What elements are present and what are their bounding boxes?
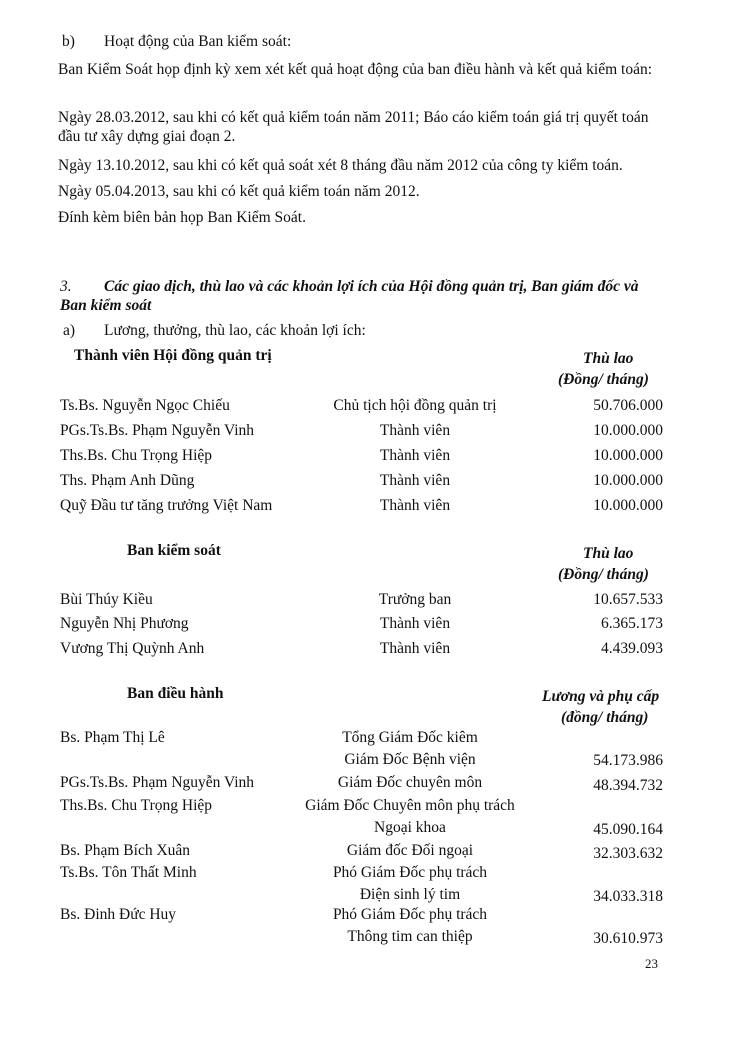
executive-row-amount: 45.090.164 xyxy=(593,821,663,838)
executive-row-name: PGs.Ts.Bs. Phạm Nguyễn Vinh xyxy=(60,774,255,791)
supervisory-row-role: Thành viên xyxy=(379,615,451,632)
executive-row-amount: 34.033.318 xyxy=(593,888,663,905)
paragraph: Ngày 05.04.2013, sau khi có kết quả kiểm toán năm 2012. xyxy=(58,183,420,200)
board-row-amount: 50.706.000 xyxy=(593,397,663,414)
section-b-heading: Hoạt động của Ban kiểm soát: xyxy=(104,33,292,50)
executive-row-role: Phó Giám Đốc phụ trách xyxy=(332,906,488,923)
supervisory-row-name: Nguyễn Nhị Phương xyxy=(60,615,189,632)
executive-row-name: Ts.Bs. Tôn Thất Minh xyxy=(60,864,197,881)
board-row-name: Ths. Phạm Anh Dũng xyxy=(60,472,195,489)
sub-a-text: Lương, thưởng, thù lao, các khoản lợi ích: xyxy=(104,322,366,339)
supervisory-row-name: Bùi Thúy Kiều xyxy=(60,591,153,608)
sub-a-marker: a) xyxy=(63,322,76,339)
executive-row-role-cont: Điện sinh lý tim xyxy=(359,886,461,903)
board-row-amount: 10.000.000 xyxy=(593,497,663,514)
supervisory-row-amount: 10.657.533 xyxy=(593,591,663,608)
board-amount-unit: (Đồng/ tháng) xyxy=(558,371,649,388)
supervisory-amount-header: Thù lao xyxy=(583,545,634,562)
paragraph: Ngày 28.03.2012, sau khi có kết quả kiểm toán năm 2011; Báo cáo kiểm toán giá trị quyết toán đầu tư xây dựng giai đoạn 2. xyxy=(58,109,649,145)
board-title: Thành viên Hội đồng quản trị xyxy=(74,347,272,364)
section-3-number: 3. xyxy=(60,278,72,295)
executive-row-name: Ths.Bs. Chu Trọng Hiệp xyxy=(60,797,213,814)
board-row-role: Thành viên xyxy=(379,447,451,464)
supervisory-row-amount: 4.439.093 xyxy=(601,640,663,657)
executive-title: Ban điều hành xyxy=(127,685,224,702)
executive-amount-header: Lương và phụ cấp xyxy=(542,688,660,705)
board-row-name: Ts.Bs. Nguyễn Ngọc Chiếu xyxy=(60,397,230,414)
paragraph: Ban Kiểm Soát họp định kỳ xem xét kết quả hoạt động của ban điều hành và kết quả kiểm toán: xyxy=(58,61,653,78)
supervisory-row-role: Trưởng ban xyxy=(378,591,452,608)
board-row-name: PGs.Ts.Bs. Phạm Nguyễn Vinh xyxy=(60,422,255,439)
supervisory-amount-unit: (Đồng/ tháng) xyxy=(558,566,649,583)
executive-row-name: Bs. Đinh Đức Huy xyxy=(60,906,177,923)
board-row-name: Quỹ Đầu tư tăng trưởng Việt Nam xyxy=(60,497,273,514)
executive-amount-unit: (đồng/ tháng) xyxy=(561,709,649,726)
section-b-marker: b) xyxy=(62,33,75,50)
board-row-role: Thành viên xyxy=(379,472,451,489)
board-row-amount: 10.000.000 xyxy=(593,472,663,489)
board-row-role: Chủ tịch hội đồng quản trị xyxy=(333,397,497,414)
board-row-amount: 10.000.000 xyxy=(593,447,663,464)
board-row-name: Ths.Bs. Chu Trọng Hiệp xyxy=(60,447,213,464)
executive-row-name: Bs. Phạm Bích Xuân xyxy=(60,842,191,859)
paragraph: Đính kèm biên bản họp Ban Kiểm Soát. xyxy=(58,209,306,226)
board-row-role: Thành viên xyxy=(379,422,451,439)
page-number: 23 xyxy=(645,956,658,971)
executive-row-role: Tổng Giám Đốc kiêm xyxy=(342,729,478,746)
executive-row-role: Phó Giám Đốc phụ trách xyxy=(332,864,488,881)
executive-row-amount: 54.173.986 xyxy=(593,752,663,769)
paragraph: Ngày 13.10.2012, sau khi có kết quả soát xét 8 tháng đầu năm 2012 của công ty kiểm toán. xyxy=(58,157,623,174)
executive-row-role-cont: Ngoại khoa xyxy=(374,819,446,836)
section-3-title: Các giao dịch, thù lao và các khoản lợi ích của Hội đồng quản trị, Ban giám đốc và xyxy=(104,278,639,295)
executive-row-amount: 48.394.732 xyxy=(593,777,663,794)
executive-row-role: Giám Đốc chuyên môn xyxy=(337,774,483,791)
section-3-title-cont: Ban kiểm soát xyxy=(60,297,152,314)
board-row-role: Thành viên xyxy=(379,497,451,514)
board-amount-header: Thù lao xyxy=(583,350,634,367)
executive-row-role-cont: Giám Đốc Bệnh viện xyxy=(344,751,476,768)
board-row-amount: 10.000.000 xyxy=(593,422,663,439)
supervisory-row-role: Thành viên xyxy=(379,640,451,657)
executive-row-role: Giám đốc Đối ngoại xyxy=(346,842,474,859)
supervisory-row-name: Vương Thị Quỳnh Anh xyxy=(60,640,205,657)
executive-row-amount: 30.610.973 xyxy=(593,930,663,947)
supervisory-title: Ban kiểm soát xyxy=(127,542,221,559)
executive-row-amount: 32.303.632 xyxy=(593,845,663,862)
supervisory-row-amount: 6.365.173 xyxy=(601,615,663,632)
executive-row-role: Giám Đốc Chuyên môn phụ trách xyxy=(305,797,515,814)
executive-row-name: Bs. Phạm Thị Lê xyxy=(60,729,165,746)
executive-row-role-cont: Thông tim can thiệp xyxy=(347,928,473,945)
